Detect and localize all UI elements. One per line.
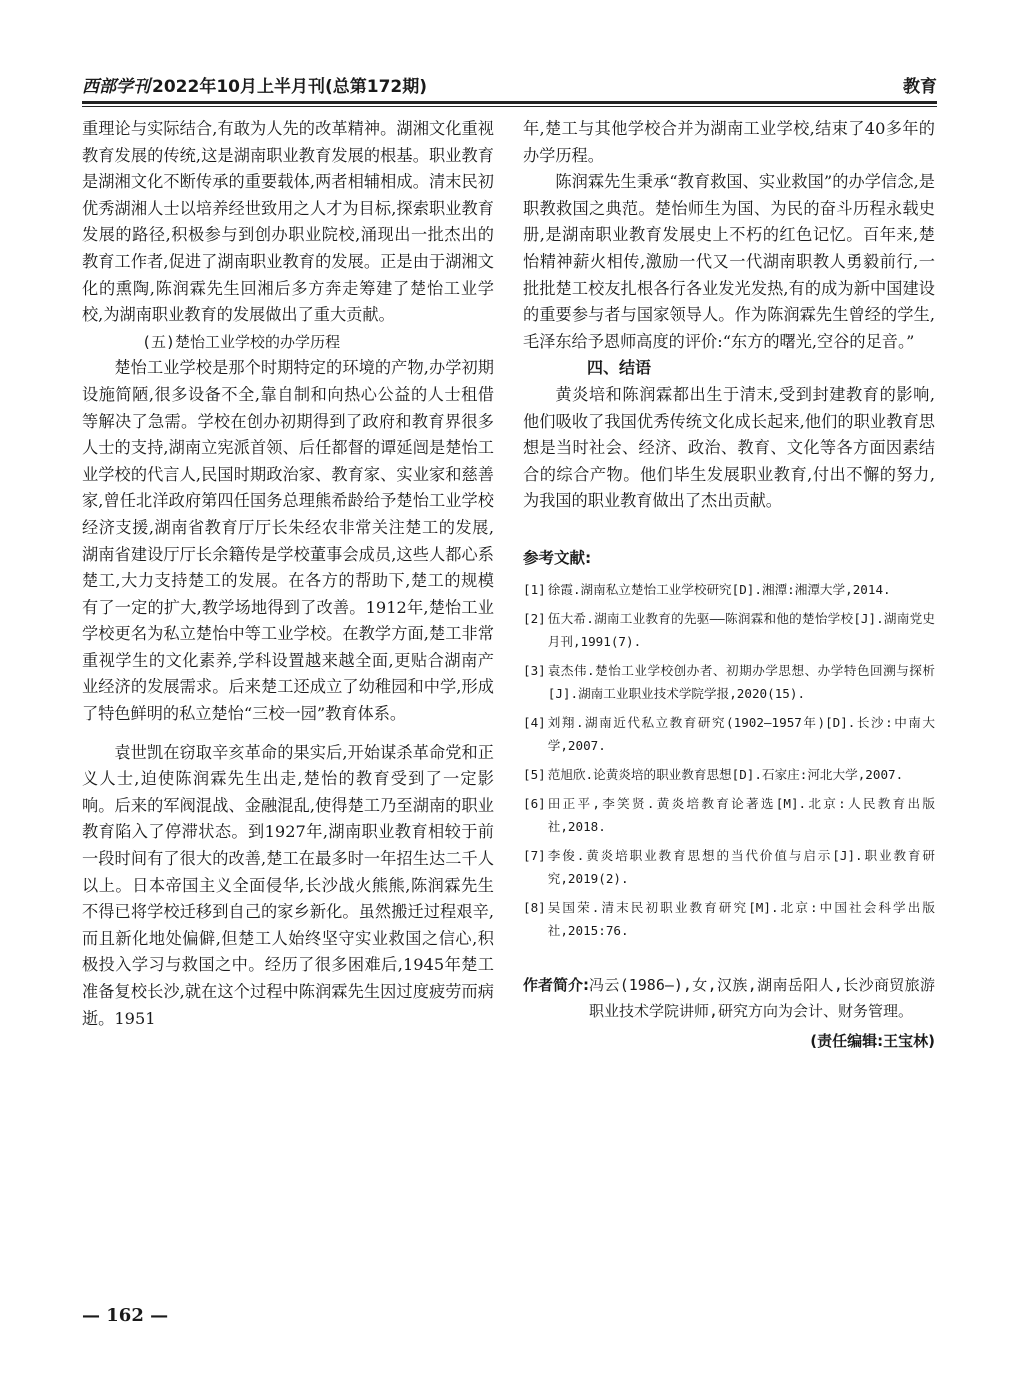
body-paragraph: 陈润霖先生秉承“教育救国、实业救国”的办学信念,是职教救国之典范。楚怡师生为国、为民的奋斗历程永载史册,是湖南职业教育发展史上不朽的红色记忆。百年来,楚怡精神薪火相传,激励一代又一代湖南职教人勇毅前行,一批批楚工校友扎根各行各业发光发热,有的成为新中国建设的重要参与者与国家领导人。作为陈润霖先生曾经的学生,毛泽东给予恩师高度的评价:“东方的曙光,空谷的足音。” bbox=[523, 172, 935, 351]
reference-item bbox=[523, 578, 935, 601]
reference-index: [8] bbox=[523, 899, 546, 915]
right-column-body bbox=[523, 116, 935, 515]
left-column bbox=[82, 116, 494, 1032]
author-bio-label: 作者简介: bbox=[523, 975, 589, 994]
page-number: — 162 — bbox=[82, 1305, 169, 1326]
reference-index: [6] bbox=[523, 795, 546, 811]
reference-index: [3] bbox=[523, 662, 546, 678]
body-paragraph: 重理论与实际结合,有敢为人先的改革精神。湖湘文化重视教育发展的传统,这是湖南职业教育发展的根基。职业教育是湖湘文化不断传承的重要载体,两者相辅相成。清末民初优秀湖湘人士以培养经世致用之人才为目标,探索职业教育发展的路径,积极参与到创办职业院校,涌现出一批杰出的教育工作者,促进了湖南职业教育的发展。正是由于湖湘文化的熏陶,陈润霖先生回湘后多方奔走筹建了楚怡工业学校,为湖南职业教育的发展做出了重大贡献。 bbox=[82, 119, 494, 325]
responsible-editor: (责任编辑:王宝林) bbox=[810, 1031, 935, 1050]
issue-info: 2022年10月上半月刊(总第172期) bbox=[152, 77, 427, 97]
author-bio bbox=[523, 972, 935, 1024]
reference-text: 袁杰伟.楚怡工业学校创办者、初期办学思想、办学特色回溯与探析[J].湖南工业职业技术学院学报,2020(15). bbox=[547, 662, 935, 701]
reference-item bbox=[523, 792, 935, 838]
references-list bbox=[523, 578, 935, 942]
reference-item bbox=[523, 659, 935, 705]
author-bio-text: 冯云(1986—),女,汉族,湖南岳阳人,长沙商贸旅游职业技术学院讲师,研究方向为会计、财务管理。 bbox=[589, 975, 935, 1020]
reference-item bbox=[523, 844, 935, 890]
reference-item bbox=[523, 763, 935, 786]
body-paragraph: 年,楚工与其他学校合并为湖南工业学校,结束了40多年的办学历程。 bbox=[523, 119, 935, 165]
reference-text: 范旭欣.论黄炎培的职业教育思想[D].石家庄:河北大学,2007. bbox=[547, 766, 904, 782]
reference-index: [1] bbox=[523, 581, 546, 597]
journal-title bbox=[82, 72, 427, 97]
reference-text: 李俊.黄炎培职业教育思想的当代价值与启示[J].职业教育研究,2019(2). bbox=[547, 847, 935, 886]
reference-text: 田正平,李笑贤.黄炎培教育论著选[M].北京:人民教育出版社,2018. bbox=[547, 795, 935, 834]
body-paragraph: 黄炎培和陈润霖都出生于清末,受到封建教育的影响,他们吸收了我国优秀传统文化成长起来,他们的职业教育思想是当时社会、经济、政治、教育、文化等各方面因素结合的综合产物。他们毕生发展职业教育,付出不懈的努力,为我国的职业教育做出了杰出贡献。 bbox=[523, 384, 935, 511]
body-paragraph: 楚怡工业学校是那个时期特定的环境的产物,办学初期设施简陋,很多设备不全,靠自制和向热心公益的人士租借等解决了急需。学校在创办初期得到了政府和教育界很多人士的支持,湖南立宪派首领、后任都督的谭延闿是楚怡工业学校的代言人,民国时期政治家、教育家、实业家和慈善家,曾任北洋政府第四任国务总理熊希龄给予楚怡工业学校经济支援,湖南省教育厅厅长朱经农非常关注楚工的发展,湖南省建设厅厅长余籍传是学校董事会成员,这些人都心系楚工,大力支持楚工的发展。在各方的帮助下,楚工的规模有了一定的扩大,教学场地得到了改善。1912年,楚怡工业学校更名为私立楚怡中等工业学校。在教学方面,楚工非常重视学生的文化素养,学科设置越来越全面,更贴合湖南产业经济的发展需求。后来楚工还成立了幼稚园和中学,形成了特色鲜明的私立楚怡“三校一园”教育体系。 bbox=[82, 358, 494, 724]
body-paragraph: 袁世凯在窃取辛亥革命的果实后,开始谋杀革命党和正义人士,迫使陈润霖先生出走,楚怡的教育受到了一定影响。后来的军阀混战、金融混乱,使得楚工乃至湖南的职业教育陷入了停滞状态。到1927年,湖南职业教育相较于前一段时间有了很大的改善,楚工在最多时一年招生达二千人以上。日本帝国主义全面侵华,长沙战火熊熊,陈润霖先生不得已将学校迁移到自己的家乡新化。虽然搬迁过程艰辛,而且新化地处偏僻,但楚工人始终坚守实业救国之信心,积极投入学习与救国之中。经历了很多困难后,1945年楚工准备复校长沙,就在这个过程中陈润霖先生因过度疲劳而病逝。1951 bbox=[82, 742, 494, 1028]
journal-logo: 西部学刊 bbox=[82, 77, 150, 97]
reference-text: 徐霞.湖南私立楚怡工业学校研究[D].湘潭:湘潭大学,2014. bbox=[547, 581, 891, 597]
reference-index: [4] bbox=[523, 714, 546, 730]
references-title: 参考文献: bbox=[523, 548, 592, 567]
subsection-heading: (五)楚怡工业学校的办学历程 bbox=[142, 332, 341, 351]
section-heading: 四、结语 bbox=[587, 358, 652, 378]
page-header bbox=[82, 72, 937, 98]
reference-index: [7] bbox=[523, 847, 546, 863]
reference-text: 吴国荣.清末民初职业教育研究[M].北京:中国社会科学出版社,2015:76. bbox=[547, 899, 935, 938]
paragraph-gap bbox=[82, 728, 494, 740]
reference-index: [5] bbox=[523, 766, 546, 782]
reference-item bbox=[523, 607, 935, 653]
reference-index: [2] bbox=[523, 610, 546, 626]
header-rule bbox=[82, 101, 937, 107]
right-column bbox=[523, 116, 935, 1054]
reference-item bbox=[523, 896, 935, 942]
reference-text: 刘翔.湖南近代私立教育研究(1902—1957年)[D].长沙:中南大学,2007. bbox=[547, 714, 935, 753]
section-name: 教育 bbox=[903, 77, 937, 97]
reference-item bbox=[523, 711, 935, 757]
reference-text: 伍大希.湖南工业教育的先驱——陈润霖和他的楚怡学校[J].湖南党史月刊,1991(7). bbox=[547, 610, 935, 649]
